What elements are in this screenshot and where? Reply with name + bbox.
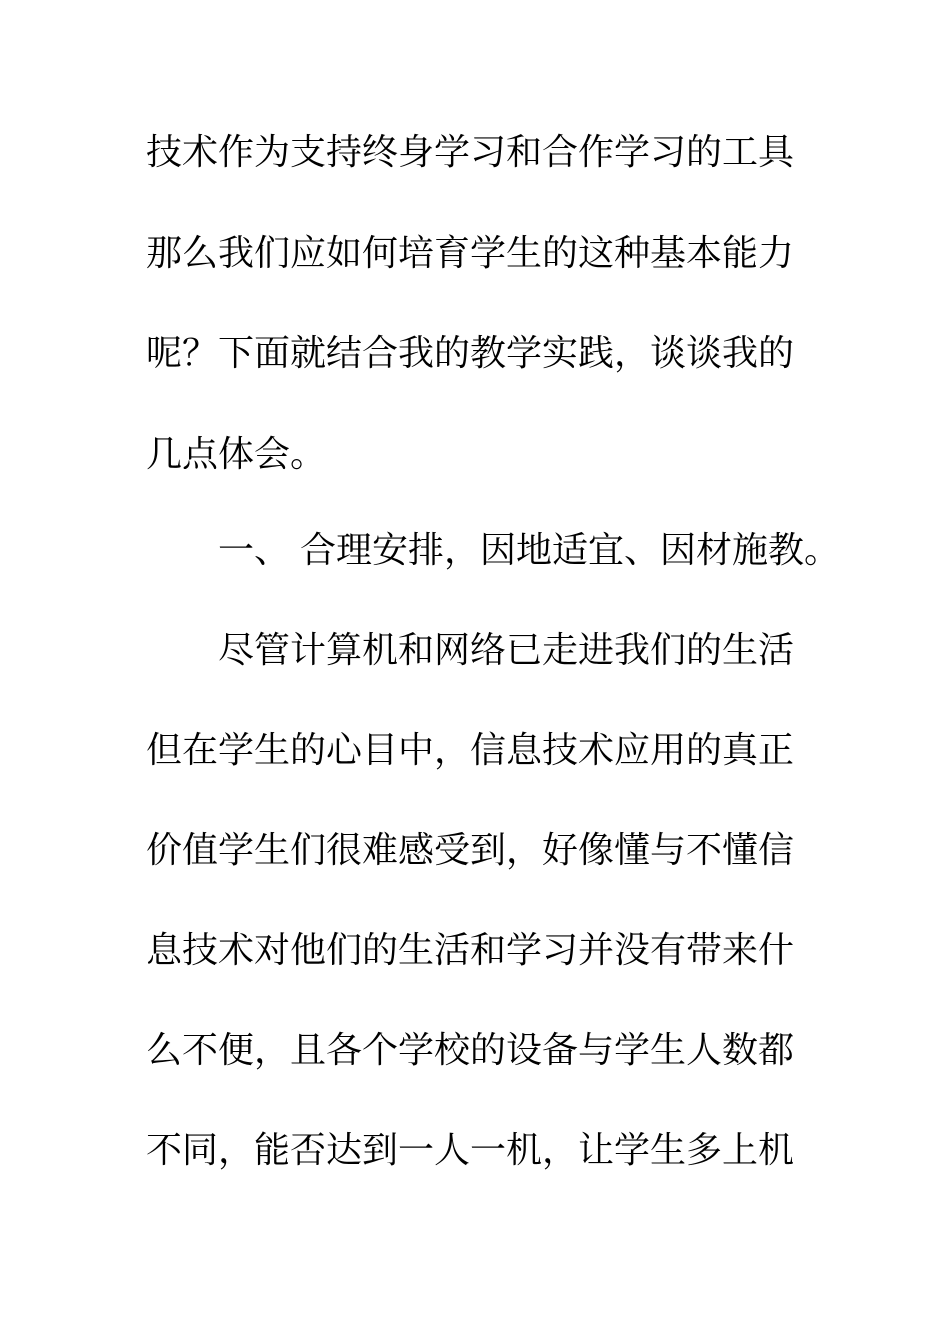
text-line-2: 那么我们应如何培育学生的这种基本能力 <box>146 233 795 274</box>
section-heading-text: 合理安排，因地适宜、因材施教。 <box>300 530 841 571</box>
paragraph-line-2: 但在学生的心目中，信息技术应用的真正 <box>146 730 795 771</box>
text-line-1: 技术作为支持终身学习和合作学习的工具 <box>146 132 795 173</box>
text-line-4: 几点体会。 <box>146 434 327 475</box>
paragraph-line-6: 不同，能否达到一人一机，让学生多上机 <box>146 1130 795 1171</box>
section-heading-number: 一、 <box>218 530 291 571</box>
text-line-3: 呢？下面就结合我的教学实践，谈谈我的 <box>146 333 795 374</box>
paragraph-line-4: 息技术对他们的生活和学习并没有带来什 <box>146 930 795 971</box>
paragraph-line-3: 价值学生们很难感受到，好像懂与不懂信 <box>146 830 795 871</box>
paragraph-line-5: 么不便，且各个学校的设备与学生人数都 <box>146 1030 795 1071</box>
paragraph-line-1: 尽管计算机和网络已走进我们的生活 <box>218 630 795 671</box>
